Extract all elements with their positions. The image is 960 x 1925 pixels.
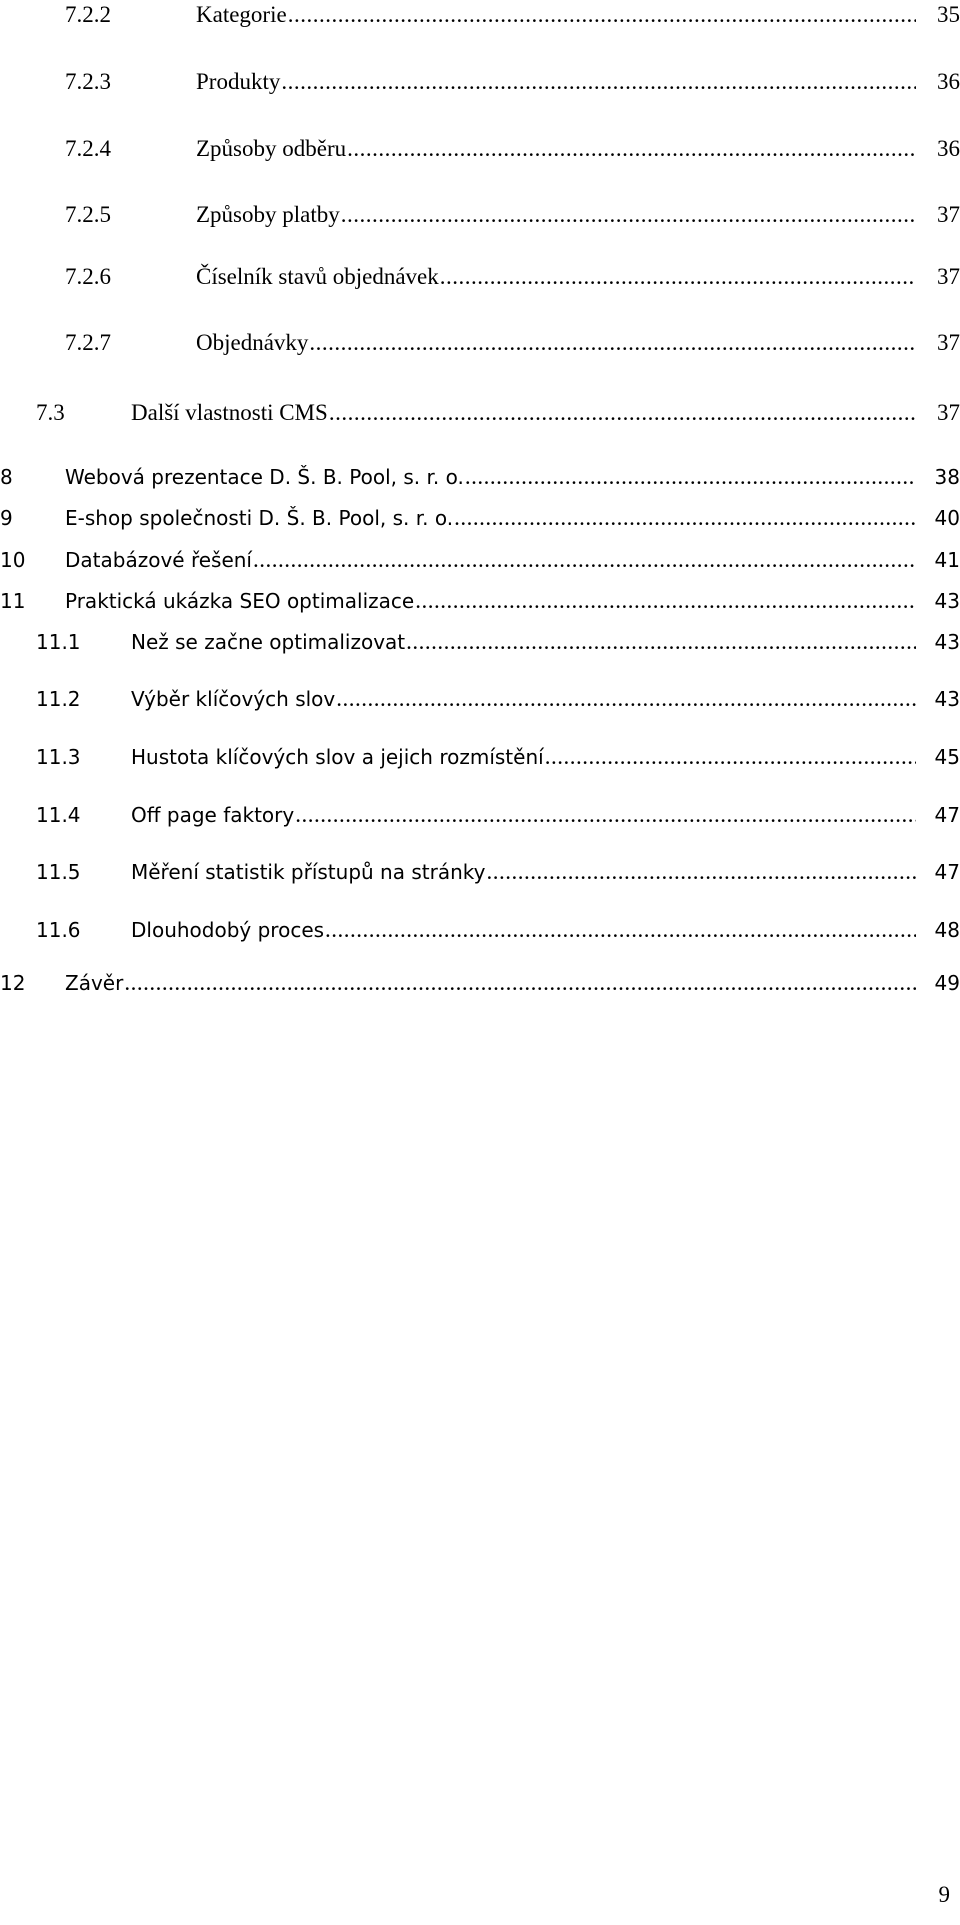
toc-entry-12[interactable] [0, 968, 960, 998]
toc-entry-number: 11.6 [36, 918, 81, 942]
toc-dot-leader [287, 0, 916, 30]
toc-entry-number: 7.2.2 [65, 2, 111, 27]
toc-entry-number: 7.2.5 [65, 202, 111, 227]
toc-entry-11-4[interactable] [0, 800, 960, 830]
toc-entry-page: 37 [937, 400, 960, 425]
toc-entry-number: 7.2.6 [65, 264, 111, 289]
toc-entry-11-3[interactable] [0, 742, 960, 772]
toc-dot-leader [340, 200, 916, 230]
toc-entry-number: 9 [0, 506, 13, 530]
toc-entry-10[interactable] [0, 545, 960, 575]
toc-entry-7-2-4[interactable] [0, 134, 960, 164]
toc-entry-7-2-3[interactable] [0, 67, 960, 97]
toc-dot-leader [346, 134, 916, 164]
toc-entry-title: Dlouhodobý proces [131, 918, 325, 942]
toc-entry-11-2[interactable] [0, 684, 960, 714]
toc-entry-number: 10 [0, 548, 26, 572]
toc-entry-7-3[interactable] [0, 398, 960, 428]
toc-entry-title: Hustota klíčových slov a jejich rozmístění [131, 745, 544, 769]
toc-entry-number: 7.3 [36, 400, 65, 425]
toc-entry-11-5[interactable] [0, 857, 960, 887]
toc-entry-number: 7.2.7 [65, 330, 111, 355]
toc-entry-page: 48 [934, 918, 960, 942]
toc-entry-page: 41 [934, 548, 960, 572]
toc-entry-7-2-6[interactable] [0, 262, 960, 292]
toc-dot-leader [308, 328, 916, 358]
toc-entry-page: 37 [937, 330, 960, 355]
toc-entry-title: Výběr klíčových slov [131, 687, 336, 711]
toc-entry-11-1[interactable] [0, 627, 960, 657]
toc-dot-leader [414, 586, 916, 616]
toc-entry-page: 43 [934, 589, 960, 613]
toc-dot-leader [328, 398, 916, 428]
toc-entry-7-2-7[interactable] [0, 328, 960, 358]
toc-entry-title: Databázové řešení [65, 548, 252, 572]
toc-entry-number: 11.5 [36, 860, 81, 884]
toc-dot-leader [294, 800, 916, 830]
toc-entry-8[interactable] [0, 462, 960, 492]
toc-entry-page: 35 [937, 2, 960, 27]
toc-entry-number: 11.3 [36, 745, 81, 769]
toc-entry-title: Závěr [65, 971, 124, 995]
toc-dot-leader [439, 262, 916, 292]
toc-dot-leader [544, 742, 916, 772]
toc-entry-number: 7.2.3 [65, 69, 111, 94]
toc-dot-leader [485, 857, 916, 887]
toc-entry-page: 36 [937, 136, 960, 161]
toc-entry-title: Off page faktory [131, 803, 295, 827]
toc-dot-leader [252, 545, 916, 575]
toc-entry-title: Produkty [196, 69, 281, 94]
toc-entry-number: 8 [0, 465, 13, 489]
toc-entry-title: Praktická ukázka SEO optimalizace [65, 589, 415, 613]
toc-entry-title: Způsoby platby [196, 202, 340, 227]
toc-entry-7-2-5[interactable] [0, 200, 960, 230]
toc-entry-page: 40 [934, 506, 960, 530]
toc-entry-page: 36 [937, 69, 960, 94]
toc-dot-leader [405, 627, 916, 657]
toc-dot-leader [324, 915, 916, 945]
toc-entry-number: 11.1 [36, 630, 81, 654]
toc-entry-page: 49 [934, 971, 960, 995]
toc-entry-title: Objednávky [196, 330, 309, 355]
toc-entry-title: Číselník stavů objednávek [196, 264, 439, 289]
toc-entry-page: 43 [934, 630, 960, 654]
toc-entry-number: 11 [0, 589, 26, 613]
toc-entry-7-2-2[interactable] [0, 0, 960, 30]
toc-dot-leader [280, 67, 916, 97]
toc-entry-number: 11.2 [36, 687, 81, 711]
toc-entry-page: 47 [934, 860, 960, 884]
toc-dot-leader [464, 462, 916, 492]
toc-entry-page: 47 [934, 803, 960, 827]
toc-entry-title: Další vlastnosti CMS [131, 400, 328, 425]
toc-dot-leader [453, 503, 916, 533]
toc-entry-page: 38 [934, 465, 960, 489]
toc-entry-page: 43 [934, 687, 960, 711]
toc-entry-page: 37 [937, 264, 960, 289]
toc-entry-title: Měření statistik přístupů na stránky [131, 860, 486, 884]
toc-entry-title: E-shop společnosti D. Š. B. Pool, s. r. o. [65, 506, 454, 530]
toc-entry-11-6[interactable] [0, 915, 960, 945]
toc-entry-page: 45 [934, 745, 960, 769]
toc-entry-number: 7.2.4 [65, 136, 111, 161]
toc-entry-title: Způsoby odběru [196, 136, 347, 161]
toc-entry-number: 11.4 [36, 803, 81, 827]
toc-dot-leader [335, 684, 916, 714]
toc-entry-title: Než se začne optimalizovat [131, 630, 406, 654]
toc-entry-9[interactable] [0, 503, 960, 533]
toc-entry-number: 12 [0, 971, 26, 995]
toc-entry-11[interactable] [0, 586, 960, 616]
toc-entry-title: Webová prezentace D. Š. B. Pool, s. r. o. [65, 465, 464, 489]
toc-dot-leader [123, 968, 916, 998]
toc-entry-page: 37 [937, 202, 960, 227]
page-number: 9 [938, 1882, 950, 1907]
toc-entry-title: Kategorie [196, 2, 287, 27]
